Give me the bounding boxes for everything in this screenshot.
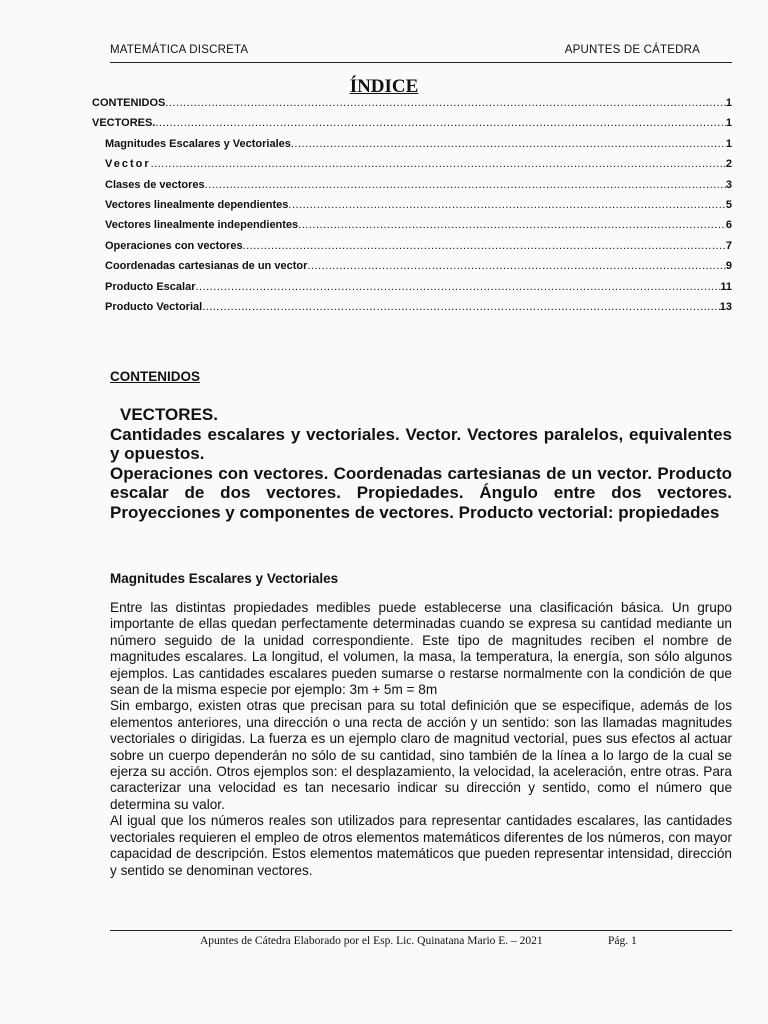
- contents-heading: CONTENIDOS: [110, 369, 201, 384]
- toc-entry-magnitudes[interactable]: [92, 138, 732, 158]
- toc-leader: [243, 240, 726, 252]
- toc-entry-label: Vectores linealmente dependientes: [105, 198, 289, 211]
- toc-entry-label: Vector: [105, 158, 151, 171]
- toc-entry-label: Coordenadas cartesianas de un vector: [105, 260, 308, 273]
- toc-entry-label: Producto Escalar: [105, 280, 196, 293]
- toc-entry-producto-vectorial[interactable]: [92, 301, 732, 321]
- toc-title: ÍNDICE: [349, 76, 419, 97]
- header-doc-type: APUNTES DE CÁTEDRA: [564, 44, 700, 56]
- toc-entry-page: 5: [725, 198, 732, 211]
- toc-leader: [165, 97, 726, 109]
- toc-entry-page: 1: [725, 117, 732, 130]
- header-course: MATEMÁTICA DISCRETA: [110, 44, 249, 56]
- toc-entry-page: 11: [720, 280, 732, 293]
- toc-leader: [288, 199, 725, 211]
- contents-topics-2: Operaciones con vectores. Coordenadas cartesianas de un vector. Producto escalar de dos vectores. Propiedades. Ángulo entre dos vectores. Proyecciones y componentes de vectores. Producto vectorial: propiedades: [110, 463, 732, 522]
- toc-leader: [205, 179, 726, 191]
- page-header: [110, 42, 732, 63]
- table-of-contents: [92, 97, 732, 321]
- toc-entry-producto-escalar[interactable]: [92, 281, 732, 301]
- contents-unit-title: VECTORES.: [120, 405, 218, 424]
- toc-entry-page: 1: [725, 137, 732, 150]
- toc-leader: [307, 260, 726, 272]
- toc-entry-label: Magnitudes Escalares y Vectoriales: [105, 137, 291, 150]
- toc-entry-vectores[interactable]: [92, 117, 732, 137]
- toc-entry-label: CONTENIDOS: [92, 97, 166, 109]
- toc-entry-page: 7: [725, 239, 732, 252]
- toc-leader: [195, 281, 720, 293]
- toc-entry-label: Producto Vectorial: [105, 300, 203, 313]
- toc-entry-operaciones[interactable]: [92, 240, 732, 260]
- toc-entry-contenidos[interactable]: [92, 97, 732, 117]
- toc-entry-page: 9: [725, 260, 732, 273]
- toc-entry-page: 6: [725, 219, 732, 232]
- toc-entry-label: Operaciones con vectores: [105, 239, 243, 252]
- page-footer: [110, 930, 732, 947]
- toc-entry-page: 2: [725, 158, 732, 171]
- toc-entry-label: Vectores linealmente independientes: [105, 219, 299, 232]
- toc-entry-page: 3: [725, 178, 732, 191]
- contents-topics-1: Cantidades escalares y vectoriales. Vector. Vectores paralelos, equivalentes y opuestos.: [110, 424, 732, 463]
- footer-credit: Apuntes de Cátedra Elaborado por el Esp. Lic. Quinatana Mario E. – 2021: [200, 935, 543, 947]
- body-paragraph: Entre las distintas propiedades medibles puede establecerse una clasificación básica. Un grupo importante de ellas quedan perfectamente determinadas cuando se expresa su cantidad mediante un número seguido de la unidad correspondiente. Este tipo de magnitudes reciben el nombre de magnitudes escalares. La longitud, el volumen, la masa, la temperatura, la energía, son sólo algunos ejemplos. Las cantidades escalares pueden sumarse o restarse normalmente con la condición de que sean de la misma especie por ejemplo: 3m + 5m = 8m: [110, 600, 732, 698]
- toc-entry-clases[interactable]: [92, 179, 732, 199]
- toc-leader: [151, 158, 726, 170]
- toc-entry-vector[interactable]: [92, 158, 732, 178]
- toc-entry-page: 13: [719, 300, 732, 313]
- toc-leader: [202, 301, 720, 313]
- section-heading: Magnitudes Escalares y Vectoriales: [110, 571, 339, 586]
- toc-entry-dependientes[interactable]: [92, 199, 732, 219]
- toc-entry-label: VECTORES.: [92, 117, 156, 130]
- toc-entry-page: 1: [725, 97, 732, 109]
- toc-leader: [298, 219, 726, 231]
- body-paragraph: Al igual que los números reales son utilizados para representar cantidades escalares, las cantidades vectoriales requieren el empleo de otros elementos matemáticos diferentes de los números, con mayor capacidad de descripción. Estos elementos matemáticos que pueden representar intensidad, dirección y sentido se denominan vectores.: [110, 813, 732, 878]
- section-body: [110, 600, 732, 879]
- footer-page-number: Pág. 1: [608, 935, 637, 947]
- toc-entry-label: Clases de vectores: [105, 178, 205, 191]
- contents-summary: [110, 405, 732, 522]
- toc-leader: [291, 138, 726, 150]
- body-paragraph: Sin embargo, existen otras que precisan para su total definición que se especifique, además de los elementos anteriores, una dirección o una recta de acción y un sentido: son las llamadas magnitudes vectoriales o dirigidas. La fuerza es un ejemplo claro de magnitud vectorial, pues sus efectos al actuar sobre un cuerpo dependerán no sólo de su cantidad, sino también de la línea a lo largo de la cual se ejerza su acción. Otros ejemplos son: el desplazamiento, la velocidad, la aceleración, entre otras. Para caracterizar una velocidad es tan necesario indicar su dirección y sentido, como el número que determina su valor.: [110, 698, 732, 812]
- toc-entry-independientes[interactable]: [92, 219, 732, 239]
- toc-leader: [155, 117, 726, 129]
- toc-entry-coordenadas[interactable]: [92, 260, 732, 280]
